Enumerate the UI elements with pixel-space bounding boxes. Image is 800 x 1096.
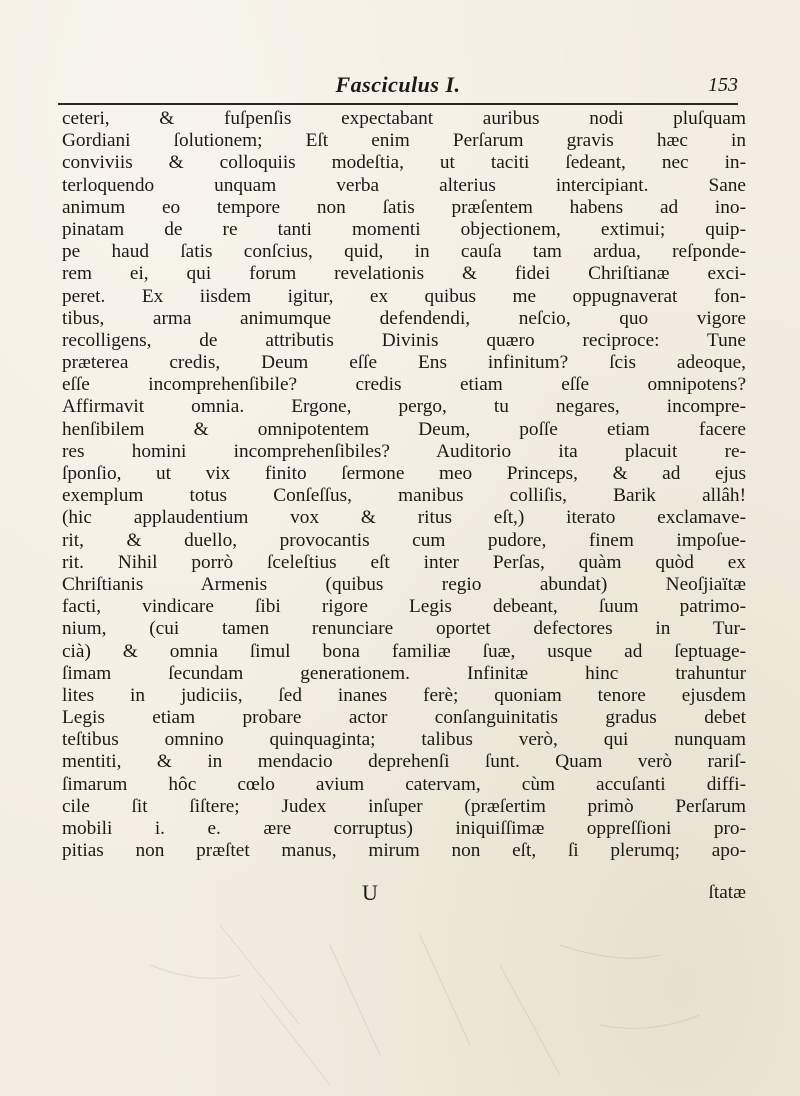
text-line: cià) & omnia ſimul bona familiæ ſuæ, usque ad ſeptuage- [62, 640, 746, 662]
text-line: rit. Nihil porrò ſceleſtius eſt inter Perſas, quàm quòd ex [62, 551, 746, 573]
text-line: conviviis & colloquiis modeſtia, ut taciti ſedeant, nec in- [62, 152, 746, 174]
text-line: animum eo tempore non ſatis præſentem habens ad ino- [62, 196, 746, 218]
text-line: henſibilem & omnipotentem Deum, poſſe etiam facere [62, 418, 746, 440]
text-line: mentiti, & in mendacio deprehenſi ſunt. Quam verò rariſ- [62, 751, 746, 773]
page-number: 153 [708, 74, 738, 96]
signature-mark: U [362, 880, 378, 905]
text-line: mobili i. e. ære corruptus) iniquiſſimæ oppreſſioni pro- [62, 818, 746, 839]
text-line: Chriſtianis Armenis (quibus regio abundat) Neoſjiaïtæ [62, 573, 746, 595]
text-line: (hic applaudentium vox & ritus eſt,) iterato exclamave- [62, 507, 746, 529]
text-line: præterea credis, Deum eſſe Ens infinitum? ſcis adeoque, [62, 352, 746, 374]
text-line: facti, vindicare ſibi rigore Legis debeant, ſuum patrimo- [62, 596, 746, 618]
text-line: res homini incomprehenſibiles? Auditorio ita placuit re- [62, 440, 746, 462]
text-line: Gordiani ſolutionem; Eſt enim Perſarum gravis hæc in [62, 130, 746, 152]
text-line: rit, & duello, provocantis cum pudore, finem impoſue- [62, 529, 746, 551]
catchword: ſtatæ [708, 882, 746, 903]
page-footer [62, 881, 746, 905]
text-line: Affirmavit omnia. Ergone, pergo, tu negares, incompre- [62, 396, 746, 418]
text-line: ſimam ſecundam generationem. Infinitæ hinc trahuntur [62, 662, 746, 684]
text-line: cile ſit ſiſtere; Judex inſuper (præſertim primò Perſarum [62, 795, 746, 817]
text-line: recolligens, de attributis Divinis quæro reciproce: Tune [62, 329, 746, 351]
text-line: tibus, arma animumque defendendi, neſcio, quo vigore [62, 307, 746, 329]
text-line: ſponſio, ut vix finito ſermone meo Princeps, & ad ejus [62, 463, 746, 484]
text-line: pitias non præſtet manus, mirum non eſt, ſi plerumq; apo- [62, 840, 746, 862]
text-line: pe haud ſatis conſcius, quid, in cauſa tam ardua, reſponde- [62, 241, 746, 263]
text-line: exemplum totus Conſeſſus, manibus colliſis, Barik allâh! [62, 485, 746, 507]
text-line: eſſe incomprehenſibile? credis etiam eſſe omnipotens? [62, 374, 746, 396]
text-line: teſtibus omnino quinquaginta; talibus verò, qui nunquam [62, 729, 746, 751]
text-line: ſimarum hôc cœlo avium catervam, cùm accuſanti diffi- [62, 773, 746, 795]
text-line: lites in judiciis, ſed inanes ferè; quoniam tenore ejusdem [62, 684, 746, 706]
text-line: ceteri, & fuſpenſis expectabant auribus nodi pluſquam [62, 108, 746, 129]
show-through-texture [0, 905, 800, 1096]
running-head: Fasciculus I. [335, 72, 461, 97]
page-header [58, 72, 738, 102]
text-line: rem ei, qui forum revelationis & fidei Chriſtianæ exci- [62, 263, 746, 285]
body-text [62, 108, 746, 862]
text-line: terloquendo unquam verba alterius intercipiant. Sane [62, 174, 746, 196]
text-line: pinatam de re tanti momenti objectionem, extimui; quip- [62, 218, 746, 240]
text-line: Legis etiam probare actor conſanguinitatis gradus debet [62, 707, 746, 729]
text-line: peret. Ex iisdem igitur, ex quibus me oppugnaverat fon- [62, 285, 746, 307]
header-rule [58, 103, 738, 105]
text-line: nium, (cui tamen renunciare oportet defectores in Tur- [62, 618, 746, 640]
